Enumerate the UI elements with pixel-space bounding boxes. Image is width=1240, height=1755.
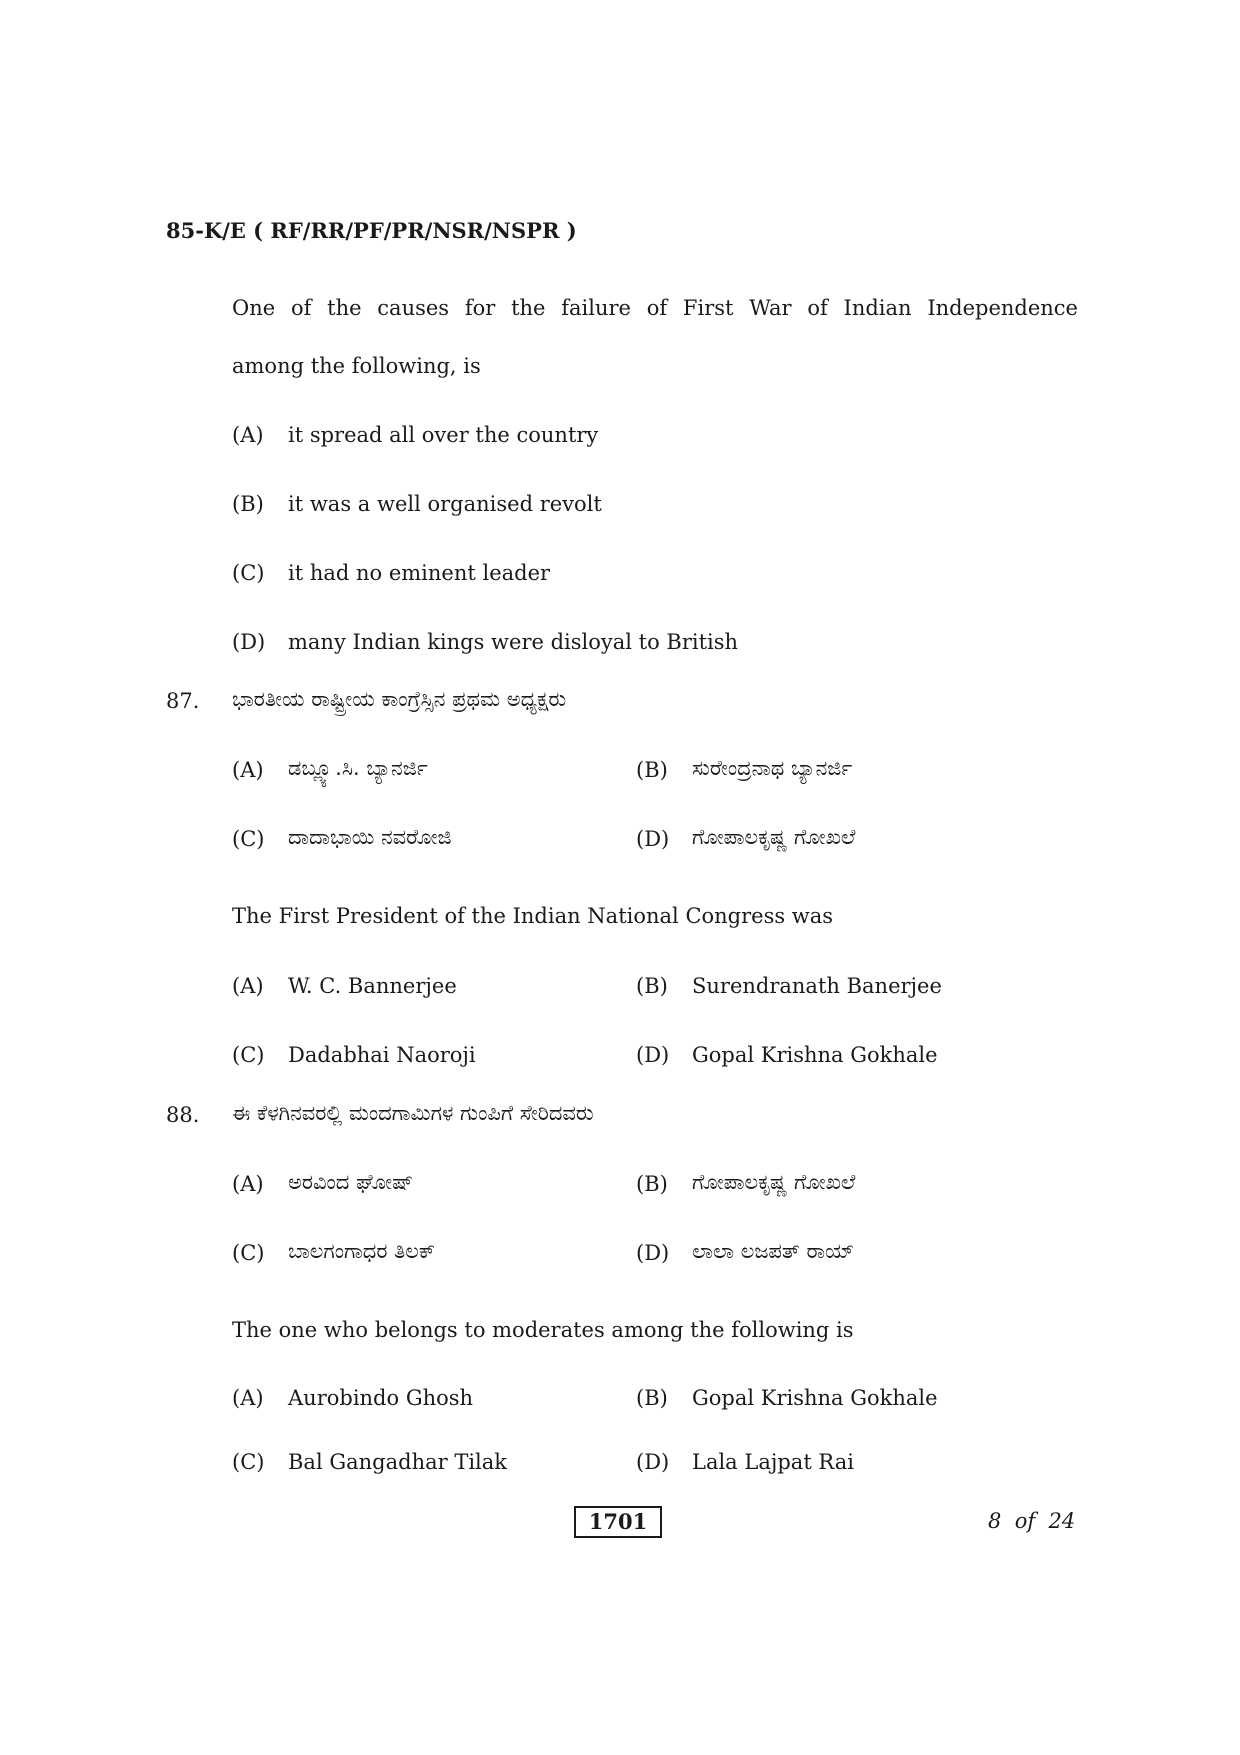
q88-kn-option-b: ಗೋಪಾಲಕೃಷ್ಣ ಗೋಖಲೆ <box>692 1170 856 1194</box>
q86-option-c-label: (C) <box>232 561 265 585</box>
q87-en-option-d: Gopal Krishna Gokhale <box>692 1043 938 1067</box>
q87-stem-kannada: ಭಾರತೀಯ ರಾಷ್ಟ್ರೀಯ ಕಾಂಗ್ರೆಸ್ಸಿನ ಪ್ರಥಮ ಅಧ್ಯಕ್ಷರು <box>232 687 567 711</box>
q87-kn-option-a: ಡಬ್ಲ್ಯೂ.ಸಿ. ಬ್ಯಾನರ್ಜಿ <box>288 756 428 780</box>
paper-code-box: 1701 <box>574 1506 662 1538</box>
q87-en-option-b-label: (B) <box>636 974 668 998</box>
q88-en-option-c-label: (C) <box>232 1450 265 1474</box>
q86-option-b: it was a well organised revolt <box>288 492 602 516</box>
q88-stem-english: The one who belongs to moderates among the following is <box>232 1318 854 1342</box>
q86-option-d-label: (D) <box>232 630 266 654</box>
q87-kn-option-d-label: (D) <box>636 827 670 851</box>
q87-kn-option-b: ಸುರೇಂದ್ರನಾಥ ಬ್ಯಾನರ್ಜಿ <box>692 756 853 780</box>
q87-kn-option-d: ಗೋಪಾಲಕೃಷ್ಣ ಗೋಖಲೆ <box>692 825 856 849</box>
q87-en-option-d-label: (D) <box>636 1043 670 1067</box>
q87-en-option-a-label: (A) <box>232 974 264 998</box>
q87-number: 87. <box>166 689 200 713</box>
q87-kn-option-b-label: (B) <box>636 758 668 782</box>
q86-option-a: it spread all over the country <box>288 423 599 447</box>
q87-en-option-b: Surendranath Banerjee <box>692 974 942 998</box>
q86-option-b-label: (B) <box>232 492 264 516</box>
q88-number: 88. <box>166 1103 200 1127</box>
q88-en-option-a: Aurobindo Ghosh <box>288 1386 474 1410</box>
q87-kn-option-c: ದಾದಾಭಾಯಿ ನವರೋಜಿ <box>288 825 452 849</box>
q88-en-option-d: Lala Lajpat Rai <box>692 1450 854 1474</box>
q88-en-option-a-label: (A) <box>232 1386 264 1410</box>
q88-kn-option-d-label: (D) <box>636 1241 670 1265</box>
q88-kn-option-d: ಲಾಲಾ ಲಜಪತ್ ರಾಯ್ <box>692 1239 855 1263</box>
q88-en-option-b: Gopal Krishna Gokhale <box>692 1386 938 1410</box>
q86-option-c: it had no eminent leader <box>288 561 551 585</box>
q88-kn-option-a: ಅರವಿಂದ ಘೋಷ್ <box>288 1170 414 1194</box>
q88-kn-option-a-label: (A) <box>232 1172 264 1196</box>
q88-en-option-c: Bal Gangadhar Tilak <box>288 1450 508 1474</box>
q88-en-option-b-label: (B) <box>636 1386 668 1410</box>
q87-kn-option-a-label: (A) <box>232 758 264 782</box>
q88-stem-kannada: ಈ ಕೆಳಗಿನವರಲ್ಲಿ ಮಂದಗಾಮಿಗಳ ಗುಂಪಿಗೆ ಸೇರಿದವರು <box>232 1101 594 1125</box>
q86-stem-line2: among the following, is <box>232 354 481 378</box>
q88-kn-option-c-label: (C) <box>232 1241 265 1265</box>
q87-en-option-a: W. C. Bannerjee <box>288 974 457 998</box>
page-number: 8 of 24 <box>988 1509 1076 1533</box>
q87-en-option-c-label: (C) <box>232 1043 265 1067</box>
q86-option-d: many Indian kings were disloyal to British <box>288 630 739 654</box>
page-header: 85-K/E ( RF/RR/PF/PR/NSR/NSPR ) <box>166 218 577 243</box>
q88-kn-option-c: ಬಾಲಗಂಗಾಧರ ತಿಲಕ್ <box>288 1239 436 1263</box>
q86-stem-line1: One of the causes for the failure of First War of Indian Independence <box>232 296 1078 320</box>
q88-en-option-d-label: (D) <box>636 1450 670 1474</box>
q87-stem-english: The First President of the Indian National Congress was <box>232 904 834 928</box>
q88-kn-option-b-label: (B) <box>636 1172 668 1196</box>
q87-kn-option-c-label: (C) <box>232 827 265 851</box>
q86-option-a-label: (A) <box>232 423 264 447</box>
q87-en-option-c: Dadabhai Naoroji <box>288 1043 476 1067</box>
